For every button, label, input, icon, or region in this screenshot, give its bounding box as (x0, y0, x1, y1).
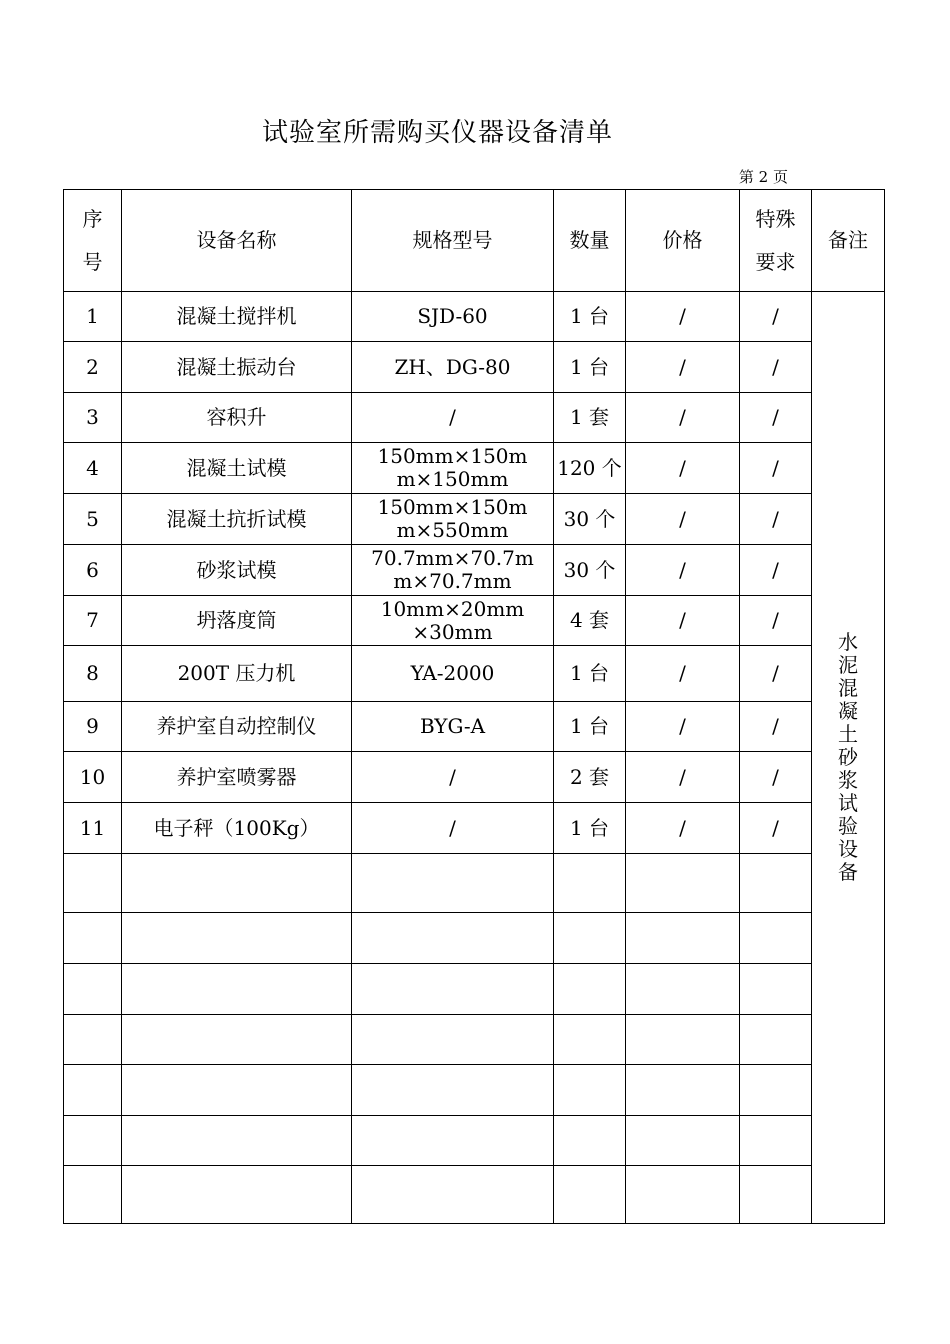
empty-cell (740, 964, 812, 1015)
cell-price: / (626, 494, 740, 545)
empty-cell (352, 913, 554, 964)
cell-spec: YA-2000 (352, 646, 554, 702)
cell-price: / (626, 803, 740, 854)
empty-cell (740, 1166, 812, 1224)
cell-spec (352, 494, 554, 545)
empty-cell (626, 1015, 740, 1065)
cell-spec-text: 150mm×150mm×550mm (377, 495, 528, 542)
cell-name: 养护室喷雾器 (122, 752, 352, 803)
table-row (64, 803, 885, 854)
empty-cell (626, 1166, 740, 1224)
cell-special: / (740, 292, 812, 342)
cell-price: / (626, 646, 740, 702)
table-row (64, 646, 885, 702)
empty-cell (64, 964, 122, 1015)
cell-spec (352, 443, 554, 494)
cell-price: / (626, 702, 740, 752)
empty-cell (626, 854, 740, 913)
table-row (64, 752, 885, 803)
table-row (64, 494, 885, 545)
empty-cell (626, 1116, 740, 1166)
empty-row (64, 964, 885, 1015)
cell-special: / (740, 646, 812, 702)
cell-spec-text: 70.7mm×70.7mm×70.7mm (371, 546, 534, 593)
empty-row (64, 1015, 885, 1065)
empty-cell (554, 854, 626, 913)
cell-spec (352, 596, 554, 646)
cell-spec-text: 10mm×20mm×30mm (380, 596, 525, 644)
cell-special: / (740, 596, 812, 646)
empty-cell (740, 1116, 812, 1166)
cell-spec: / (352, 393, 554, 443)
cell-special: / (740, 545, 812, 596)
empty-cell (626, 964, 740, 1015)
header-no-label: 序号 (82, 206, 103, 274)
header-remark: 备注 (812, 190, 885, 292)
cell-special: / (740, 702, 812, 752)
cell-special: / (740, 443, 812, 494)
header-name: 设备名称 (122, 190, 352, 292)
cell-special: / (740, 342, 812, 393)
cell-no: 10 (64, 752, 122, 803)
cell-no: 1 (64, 292, 122, 342)
cell-special: / (740, 803, 812, 854)
empty-cell (554, 964, 626, 1015)
header-spec: 规格型号 (352, 190, 554, 292)
empty-cell (122, 1015, 352, 1065)
cell-qty: 1 套 (554, 393, 626, 443)
table-row (64, 393, 885, 443)
empty-cell (122, 913, 352, 964)
remark-text: 水泥混凝土砂浆试验设备 (838, 630, 858, 884)
empty-cell (122, 1065, 352, 1116)
empty-cell (64, 1065, 122, 1116)
empty-row (64, 854, 885, 913)
cell-price: / (626, 443, 740, 494)
table-row (64, 596, 885, 646)
empty-cell (352, 1116, 554, 1166)
empty-cell (122, 1166, 352, 1224)
remark-cell (812, 292, 885, 1224)
cell-qty: 4 套 (554, 596, 626, 646)
cell-price: / (626, 596, 740, 646)
empty-cell (122, 964, 352, 1015)
cell-qty: 1 台 (554, 702, 626, 752)
cell-spec: / (352, 752, 554, 803)
empty-cell (64, 1116, 122, 1166)
table-row (64, 342, 885, 393)
empty-row (64, 913, 885, 964)
cell-name: 养护室自动控制仪 (122, 702, 352, 752)
cell-price: / (626, 292, 740, 342)
empty-cell (64, 854, 122, 913)
cell-name: 砂浆试模 (122, 545, 352, 596)
cell-no: 6 (64, 545, 122, 596)
empty-cell (626, 913, 740, 964)
cell-qty: 1 台 (554, 342, 626, 393)
empty-cell (554, 1116, 626, 1166)
cell-price: / (626, 752, 740, 803)
empty-row (64, 1065, 885, 1116)
empty-cell (122, 1116, 352, 1166)
equipment-table (63, 189, 885, 1224)
empty-row (64, 1166, 885, 1224)
cell-name: 200T 压力机 (122, 646, 352, 702)
cell-qty: 1 台 (554, 803, 626, 854)
cell-name: 混凝土搅拌机 (122, 292, 352, 342)
empty-cell (554, 913, 626, 964)
cell-no: 8 (64, 646, 122, 702)
document-title: 试验室所需购买仪器设备清单 (261, 118, 613, 148)
cell-name: 容积升 (122, 393, 352, 443)
cell-special: / (740, 393, 812, 443)
empty-cell (554, 1166, 626, 1224)
cell-no: 9 (64, 702, 122, 752)
empty-cell (352, 1015, 554, 1065)
cell-spec-text: 150mm×150mm×150mm (377, 444, 528, 491)
cell-price: / (626, 545, 740, 596)
empty-cell (740, 1015, 812, 1065)
header-row (64, 190, 885, 292)
empty-cell (64, 913, 122, 964)
cell-no: 4 (64, 443, 122, 494)
cell-price: / (626, 342, 740, 393)
cell-qty: 1 台 (554, 292, 626, 342)
cell-qty: 120 个 (554, 443, 626, 494)
table-row (64, 545, 885, 596)
empty-cell (122, 854, 352, 913)
header-qty: 数量 (554, 190, 626, 292)
cell-special: / (740, 752, 812, 803)
empty-cell (554, 1065, 626, 1116)
header-special-label: 特殊要求 (755, 206, 796, 274)
empty-cell (554, 1015, 626, 1065)
empty-cell (626, 1065, 740, 1116)
cell-name: 混凝土抗折试模 (122, 494, 352, 545)
cell-no: 5 (64, 494, 122, 545)
cell-price: / (626, 393, 740, 443)
header-special (740, 190, 812, 292)
cell-spec (352, 545, 554, 596)
cell-spec: BYG-A (352, 702, 554, 752)
cell-qty: 30 个 (554, 545, 626, 596)
table-row (64, 292, 885, 342)
empty-cell (352, 1065, 554, 1116)
cell-no: 7 (64, 596, 122, 646)
cell-qty: 30 个 (554, 494, 626, 545)
page-number: 第 2 页 (738, 168, 788, 186)
table-row (64, 443, 885, 494)
empty-cell (64, 1166, 122, 1224)
cell-no: 3 (64, 393, 122, 443)
cell-spec: ZH、DG-80 (352, 342, 554, 393)
cell-no: 11 (64, 803, 122, 854)
cell-name: 混凝土试模 (122, 443, 352, 494)
empty-cell (352, 1166, 554, 1224)
empty-cell (740, 854, 812, 913)
header-price: 价格 (626, 190, 740, 292)
cell-name: 电子秤（100Kg） (122, 803, 352, 854)
cell-special: / (740, 494, 812, 545)
cell-spec: SJD-60 (352, 292, 554, 342)
empty-cell (352, 854, 554, 913)
cell-qty: 1 台 (554, 646, 626, 702)
header-no (64, 190, 122, 292)
cell-name: 坍落度筒 (122, 596, 352, 646)
cell-name: 混凝土振动台 (122, 342, 352, 393)
table-row (64, 702, 885, 752)
empty-cell (352, 964, 554, 1015)
empty-cell (740, 1065, 812, 1116)
cell-no: 2 (64, 342, 122, 393)
cell-qty: 2 套 (554, 752, 626, 803)
empty-cell (740, 913, 812, 964)
empty-cell (64, 1015, 122, 1065)
cell-spec: / (352, 803, 554, 854)
empty-row (64, 1116, 885, 1166)
